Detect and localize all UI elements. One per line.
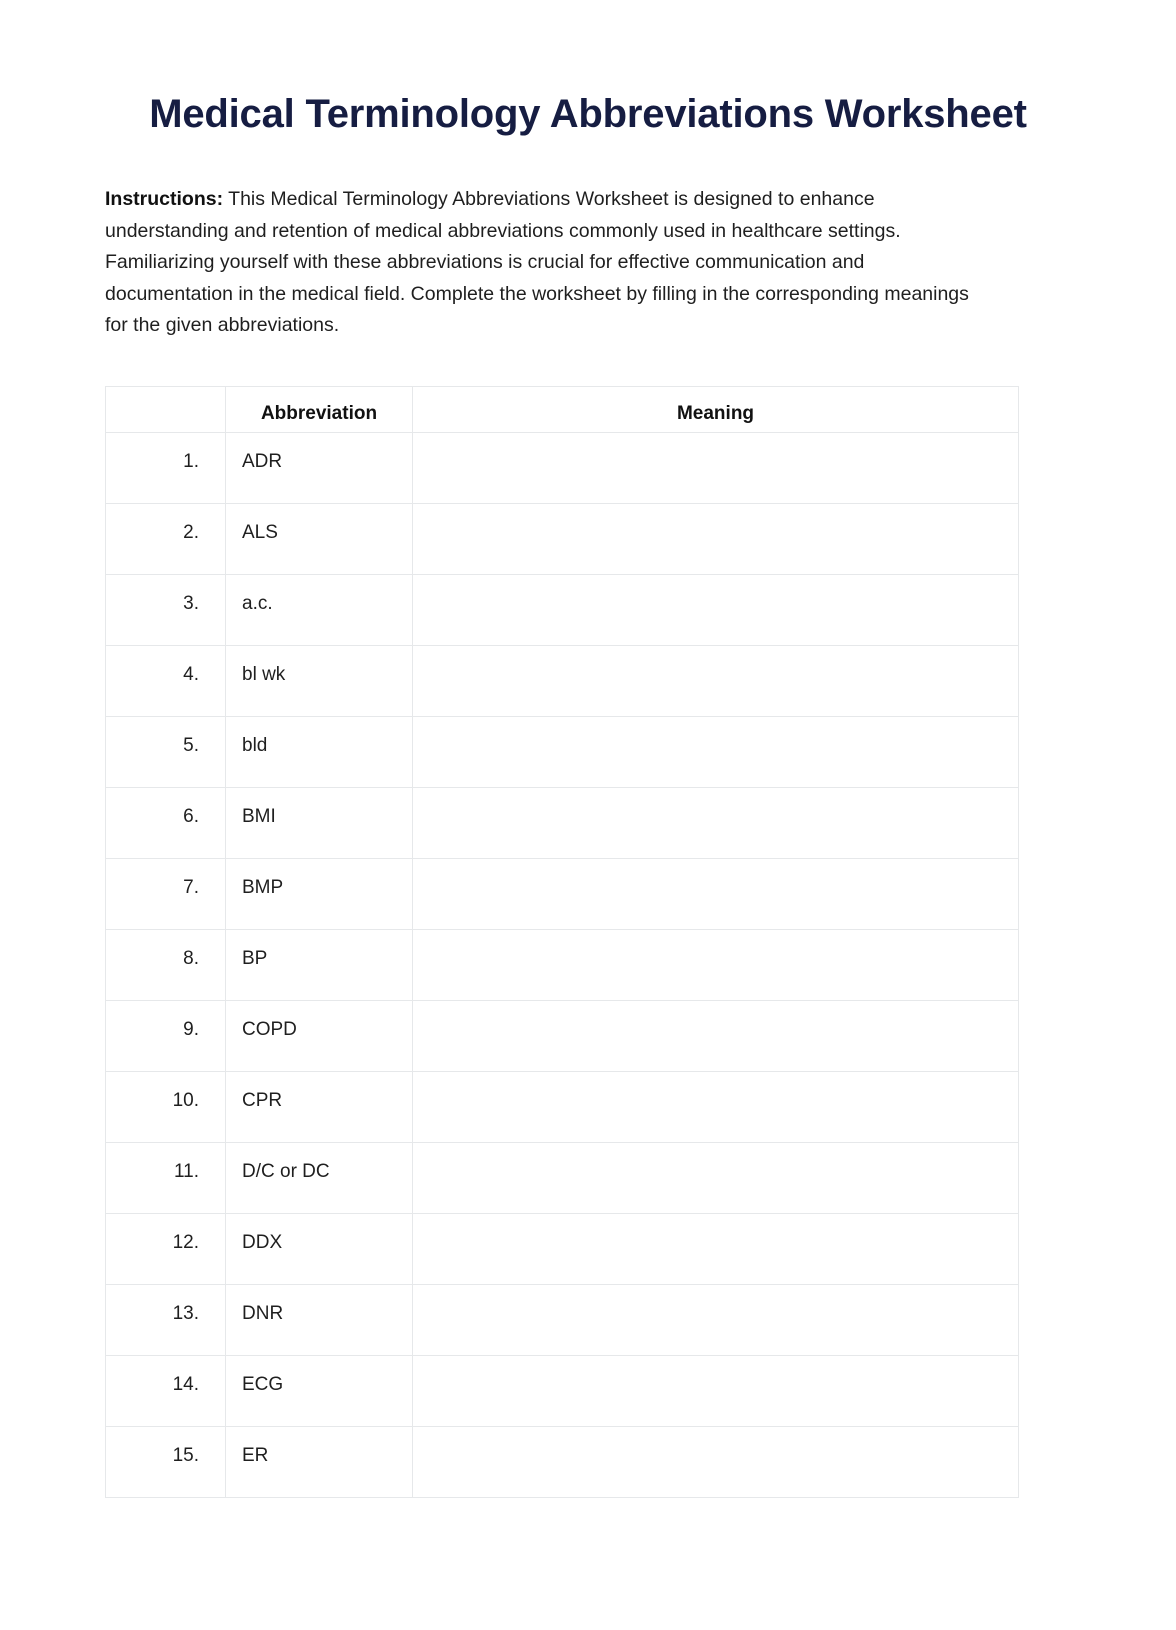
- row-number: 13.: [106, 1284, 226, 1355]
- table-header: [106, 386, 1019, 432]
- row-number: 9.: [106, 1000, 226, 1071]
- table-header-row: [106, 386, 1019, 432]
- row-number: 10.: [106, 1071, 226, 1142]
- row-number: 7.: [106, 858, 226, 929]
- table-body: [106, 432, 1019, 1497]
- row-meaning-input[interactable]: [413, 1284, 1019, 1355]
- table-row: [106, 787, 1019, 858]
- row-number: 2.: [106, 503, 226, 574]
- row-number: 3.: [106, 574, 226, 645]
- row-abbreviation: bld: [226, 716, 413, 787]
- row-abbreviation: a.c.: [226, 574, 413, 645]
- row-abbreviation: ALS: [226, 503, 413, 574]
- row-meaning-input[interactable]: [413, 929, 1019, 1000]
- row-abbreviation: COPD: [226, 1000, 413, 1071]
- row-abbreviation: ER: [226, 1426, 413, 1497]
- row-meaning-input[interactable]: [413, 645, 1019, 716]
- row-abbreviation: bl wk: [226, 645, 413, 716]
- row-number: 1.: [106, 432, 226, 503]
- table-row: [106, 503, 1019, 574]
- table-row: [106, 1284, 1019, 1355]
- row-meaning-input[interactable]: [413, 1071, 1019, 1142]
- abbreviations-table-container: [105, 342, 1071, 1498]
- row-meaning-input[interactable]: [413, 432, 1019, 503]
- table-row: [106, 1213, 1019, 1284]
- row-abbreviation: DDX: [226, 1213, 413, 1284]
- page-title: Medical Terminology Abbreviations Worksheet: [149, 92, 1027, 136]
- row-abbreviation: BMI: [226, 787, 413, 858]
- row-abbreviation: DNR: [226, 1284, 413, 1355]
- column-header-meaning: Meaning: [413, 386, 1019, 432]
- table-row: [106, 574, 1019, 645]
- table-row: [106, 716, 1019, 787]
- row-number: 5.: [106, 716, 226, 787]
- instructions-label: Instructions:: [105, 188, 224, 210]
- row-number: 12.: [106, 1213, 226, 1284]
- abbreviations-table: [105, 386, 1019, 1498]
- table-row: [106, 1142, 1019, 1213]
- row-abbreviation: D/C or DC: [226, 1142, 413, 1213]
- row-abbreviation: ADR: [226, 432, 413, 503]
- row-meaning-input[interactable]: [413, 503, 1019, 574]
- row-number: 15.: [106, 1426, 226, 1497]
- row-number: 14.: [106, 1355, 226, 1426]
- row-number: 4.: [106, 645, 226, 716]
- table-row: [106, 1426, 1019, 1497]
- row-number: 8.: [106, 929, 226, 1000]
- row-abbreviation: BP: [226, 929, 413, 1000]
- row-number: 11.: [106, 1142, 226, 1213]
- table-row: [106, 929, 1019, 1000]
- row-number: 6.: [106, 787, 226, 858]
- instructions-paragraph: [105, 140, 985, 342]
- column-header-number: [106, 386, 226, 432]
- table-row: [106, 1355, 1019, 1426]
- row-abbreviation: CPR: [226, 1071, 413, 1142]
- table-row: [106, 432, 1019, 503]
- row-abbreviation: ECG: [226, 1355, 413, 1426]
- row-meaning-input[interactable]: [413, 1426, 1019, 1497]
- instructions-text: This Medical Terminology Abbreviations Worksheet is designed to enhance understanding and retention of medical abbreviations commonly used in healthcare settings. Familiarizing yourself with these abbreviations is crucial for effective communication and documentation in the medical field. Complete the worksheet by filling in the corresponding meanings for the given abbreviations.: [105, 188, 969, 336]
- row-meaning-input[interactable]: [413, 716, 1019, 787]
- row-meaning-input[interactable]: [413, 1142, 1019, 1213]
- column-header-abbreviation: Abbreviation: [226, 386, 413, 432]
- table-row: [106, 858, 1019, 929]
- row-meaning-input[interactable]: [413, 1355, 1019, 1426]
- table-row: [106, 1071, 1019, 1142]
- table-row: [106, 1000, 1019, 1071]
- row-meaning-input[interactable]: [413, 1000, 1019, 1071]
- row-meaning-input[interactable]: [413, 574, 1019, 645]
- row-meaning-input[interactable]: [413, 1213, 1019, 1284]
- row-meaning-input[interactable]: [413, 858, 1019, 929]
- row-meaning-input[interactable]: [413, 787, 1019, 858]
- row-abbreviation: BMP: [226, 858, 413, 929]
- table-row: [106, 645, 1019, 716]
